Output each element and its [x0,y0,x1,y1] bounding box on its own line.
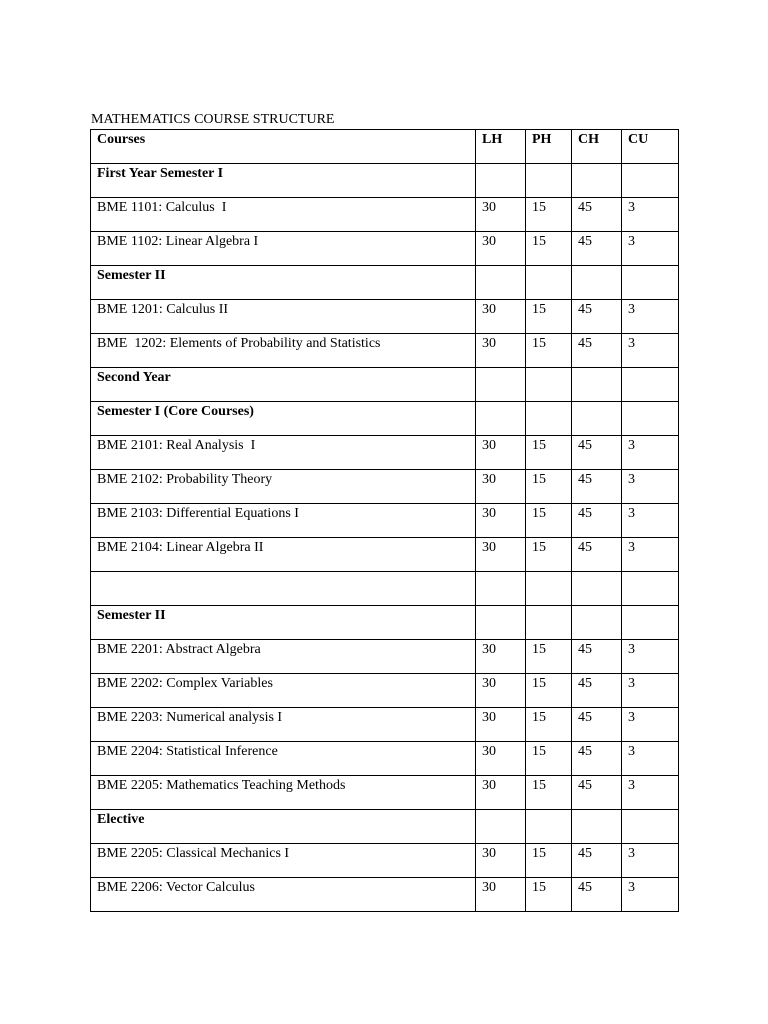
header-label: CH [578,132,599,147]
cell-text: 15 [532,710,546,725]
cell-text: 30 [482,540,496,555]
cell-text: 15 [532,846,546,861]
course-cell [91,674,476,708]
cell-text [482,164,525,165]
cell-text: BME 2102: Probability Theory [97,472,273,487]
cell-text: 30 [482,676,496,691]
ph-cell [526,606,572,640]
cell-text [532,606,571,607]
cell-text: 30 [482,744,496,759]
table-row [91,300,679,334]
cu-cell [622,572,679,606]
cell-text: 30 [482,234,496,249]
cell-text: 45 [578,676,592,691]
course-cell [91,606,476,640]
cell-text: 30 [482,336,496,351]
lh-cell [476,266,526,300]
blank-row [91,572,679,606]
cell-text: 15 [532,472,546,487]
cu-cell [622,198,679,232]
cell-text [628,402,678,403]
cell-text [532,402,571,403]
ch-cell [572,300,622,334]
cell-text: 3 [628,336,635,351]
ph-cell [526,674,572,708]
cell-text: 15 [532,506,546,521]
cell-text [482,572,525,573]
cu-cell [622,470,679,504]
lh-cell [476,504,526,538]
cell-text [532,368,571,369]
cell-text: BME 2205: Classical Mechanics I [97,846,290,861]
cell-text [532,572,571,573]
lh-cell [476,538,526,572]
header-label: PH [532,132,552,147]
table-row [91,198,679,232]
ph-cell [526,300,572,334]
cell-text: 15 [532,200,546,215]
ph-cell [526,742,572,776]
course-cell [91,402,476,436]
cu-cell [622,402,679,436]
cell-text [578,266,621,267]
ch-cell [572,402,622,436]
cell-text [628,572,678,573]
ch-cell [572,436,622,470]
cell-text: 15 [532,336,546,351]
table-row [91,708,679,742]
cell-text [578,402,621,403]
section-row [91,606,679,640]
cell-text: 3 [628,880,635,895]
course-cell [91,572,476,606]
header-courses [91,130,476,164]
cell-text: 3 [628,676,635,691]
cell-text: 30 [482,710,496,725]
section-row [91,368,679,402]
ph-cell [526,402,572,436]
lh-cell [476,742,526,776]
cell-text [482,368,525,369]
ch-cell [572,198,622,232]
ch-cell [572,810,622,844]
ch-cell [572,640,622,674]
cell-text: 45 [578,506,592,521]
section-row [91,810,679,844]
ph-cell [526,640,572,674]
cell-text: 30 [482,778,496,793]
cu-cell [622,810,679,844]
cell-text: 45 [578,744,592,759]
ch-cell [572,708,622,742]
cell-text: BME 2204: Statistical Inference [97,744,278,759]
course-cell [91,878,476,912]
cell-text: 15 [532,744,546,759]
cell-text: 30 [482,302,496,317]
cell-text: 45 [578,336,592,351]
header-label: CU [628,132,649,147]
cell-text: 15 [532,778,546,793]
cu-cell [622,674,679,708]
ph-cell [526,266,572,300]
cell-text: BME 2202: Complex Variables [97,676,273,691]
course-cell [91,334,476,368]
cell-text: 15 [532,642,546,657]
cu-cell [622,538,679,572]
ph-cell [526,572,572,606]
cell-text: First Year Semester I [97,166,224,181]
cu-cell [622,368,679,402]
ph-cell [526,232,572,266]
section-row [91,402,679,436]
cell-text [532,164,571,165]
lh-cell [476,640,526,674]
cu-cell [622,266,679,300]
table-row [91,436,679,470]
section-row [91,164,679,198]
course-cell [91,232,476,266]
ch-cell [572,334,622,368]
course-cell [91,538,476,572]
cell-text [628,606,678,607]
table-row [91,878,679,912]
cu-cell [622,878,679,912]
course-cell [91,436,476,470]
ph-cell [526,810,572,844]
cell-text: 3 [628,846,635,861]
cell-text [578,572,621,573]
ch-cell [572,232,622,266]
course-cell [91,368,476,402]
cell-text: 45 [578,642,592,657]
table-row [91,470,679,504]
cell-text [578,164,621,165]
ch-cell [572,776,622,810]
lh-cell [476,878,526,912]
cell-text [628,266,678,267]
cell-text: 3 [628,200,635,215]
cell-text: 3 [628,438,635,453]
cell-text: 3 [628,744,635,759]
ph-cell [526,776,572,810]
ph-cell [526,436,572,470]
course-cell [91,810,476,844]
cell-text: 45 [578,200,592,215]
ch-cell [572,538,622,572]
ph-cell [526,334,572,368]
table-row [91,844,679,878]
course-cell [91,470,476,504]
cu-cell [622,164,679,198]
lh-cell [476,334,526,368]
cell-text: 15 [532,234,546,249]
lh-cell [476,674,526,708]
course-cell [91,742,476,776]
lh-cell [476,232,526,266]
cell-text: Elective [97,812,145,827]
cell-text [578,810,621,811]
ph-cell [526,164,572,198]
ch-cell [572,368,622,402]
cell-text: 30 [482,472,496,487]
cell-text: 30 [482,642,496,657]
cell-text: 3 [628,506,635,521]
cell-text: 3 [628,642,635,657]
cell-text [532,266,571,267]
lh-cell [476,776,526,810]
ch-cell [572,844,622,878]
cell-text [628,368,678,369]
cell-text: BME 2104: Linear Algebra II [97,540,264,555]
cell-text: BME 2203: Numerical analysis I [97,710,283,725]
table-row [91,776,679,810]
ph-cell [526,504,572,538]
cell-text: BME 1202: Elements of Probability and Statistics [97,336,381,351]
header-lh [476,130,526,164]
cell-text: BME 2206: Vector Calculus [97,880,256,895]
ch-cell [572,266,622,300]
document-title: MATHEMATICS COURSE STRUCTURE [91,112,335,127]
ch-cell [572,164,622,198]
course-cell [91,640,476,674]
ph-cell [526,708,572,742]
cell-text: 3 [628,710,635,725]
cell-text: BME 1201: Calculus II [97,302,229,317]
cell-text: 30 [482,846,496,861]
cell-text: 30 [482,200,496,215]
lh-cell [476,844,526,878]
cu-cell [622,708,679,742]
course-cell [91,504,476,538]
ph-cell [526,878,572,912]
table-row [91,742,679,776]
cell-text: 15 [532,540,546,555]
section-row [91,266,679,300]
table-row [91,232,679,266]
lh-cell [476,810,526,844]
cell-text: 30 [482,880,496,895]
cell-text: BME 2201: Abstract Algebra [97,642,261,657]
cell-text [482,266,525,267]
lh-cell [476,436,526,470]
table-row [91,640,679,674]
ch-cell [572,674,622,708]
cu-cell [622,776,679,810]
cell-text: 15 [532,676,546,691]
cell-text: BME 1101: Calculus I [97,200,227,215]
header-label: Courses [97,132,146,147]
table-row [91,538,679,572]
cell-text: BME 2103: Differential Equations I [97,506,299,521]
ch-cell [572,742,622,776]
cell-text: BME 2205: Mathematics Teaching Methods [97,778,346,793]
cell-text [482,606,525,607]
table-row [91,504,679,538]
header-label: LH [482,132,503,147]
header-cu [622,130,679,164]
cell-text [578,368,621,369]
ph-cell [526,538,572,572]
cell-text: 15 [532,880,546,895]
cu-cell [622,436,679,470]
cell-text [628,164,678,165]
lh-cell [476,402,526,436]
lh-cell [476,300,526,334]
cu-cell [622,844,679,878]
lh-cell [476,606,526,640]
lh-cell [476,198,526,232]
cu-cell [622,334,679,368]
cell-text: BME 2101: Real Analysis I [97,438,256,453]
cell-text [628,810,678,811]
cell-text: 15 [532,302,546,317]
cell-text: 3 [628,302,635,317]
cell-text: 3 [628,472,635,487]
cell-text [482,402,525,403]
course-structure-table [90,129,679,912]
ph-cell [526,470,572,504]
cu-cell [622,742,679,776]
cu-cell [622,640,679,674]
ch-cell [572,470,622,504]
cell-text [97,572,475,573]
table-row [91,334,679,368]
cell-text: 45 [578,846,592,861]
lh-cell [476,470,526,504]
cell-text: 45 [578,234,592,249]
cell-text: 45 [578,438,592,453]
cell-text: Semester II [97,268,166,283]
lh-cell [476,368,526,402]
cell-text: BME 1102: Linear Algebra I [97,234,259,249]
course-cell [91,776,476,810]
course-cell [91,300,476,334]
ph-cell [526,844,572,878]
ch-cell [572,572,622,606]
ch-cell [572,606,622,640]
course-cell [91,708,476,742]
course-cell [91,164,476,198]
lh-cell [476,164,526,198]
ch-cell [572,504,622,538]
cell-text: 45 [578,302,592,317]
cu-cell [622,504,679,538]
cell-text: 3 [628,540,635,555]
cell-text: 45 [578,710,592,725]
course-cell [91,266,476,300]
cell-text: 3 [628,234,635,249]
cell-text: 45 [578,540,592,555]
cell-text: 45 [578,778,592,793]
cell-text [532,810,571,811]
cell-text: Semester I (Core Courses) [97,404,254,419]
ph-cell [526,198,572,232]
course-cell [91,198,476,232]
table-row [91,674,679,708]
cu-cell [622,232,679,266]
cu-cell [622,300,679,334]
course-cell [91,844,476,878]
cell-text: 45 [578,472,592,487]
ph-cell [526,368,572,402]
ch-cell [572,878,622,912]
cell-text: Semester II [97,608,166,623]
cell-text: 45 [578,880,592,895]
cell-text: 15 [532,438,546,453]
cu-cell [622,606,679,640]
cell-text: 3 [628,778,635,793]
cell-text [578,606,621,607]
cell-text: 30 [482,506,496,521]
table-header-row [91,130,679,164]
cell-text [482,810,525,811]
cell-text: 30 [482,438,496,453]
cell-text: Second Year [97,370,171,385]
header-ch [572,130,622,164]
header-ph [526,130,572,164]
lh-cell [476,708,526,742]
lh-cell [476,572,526,606]
